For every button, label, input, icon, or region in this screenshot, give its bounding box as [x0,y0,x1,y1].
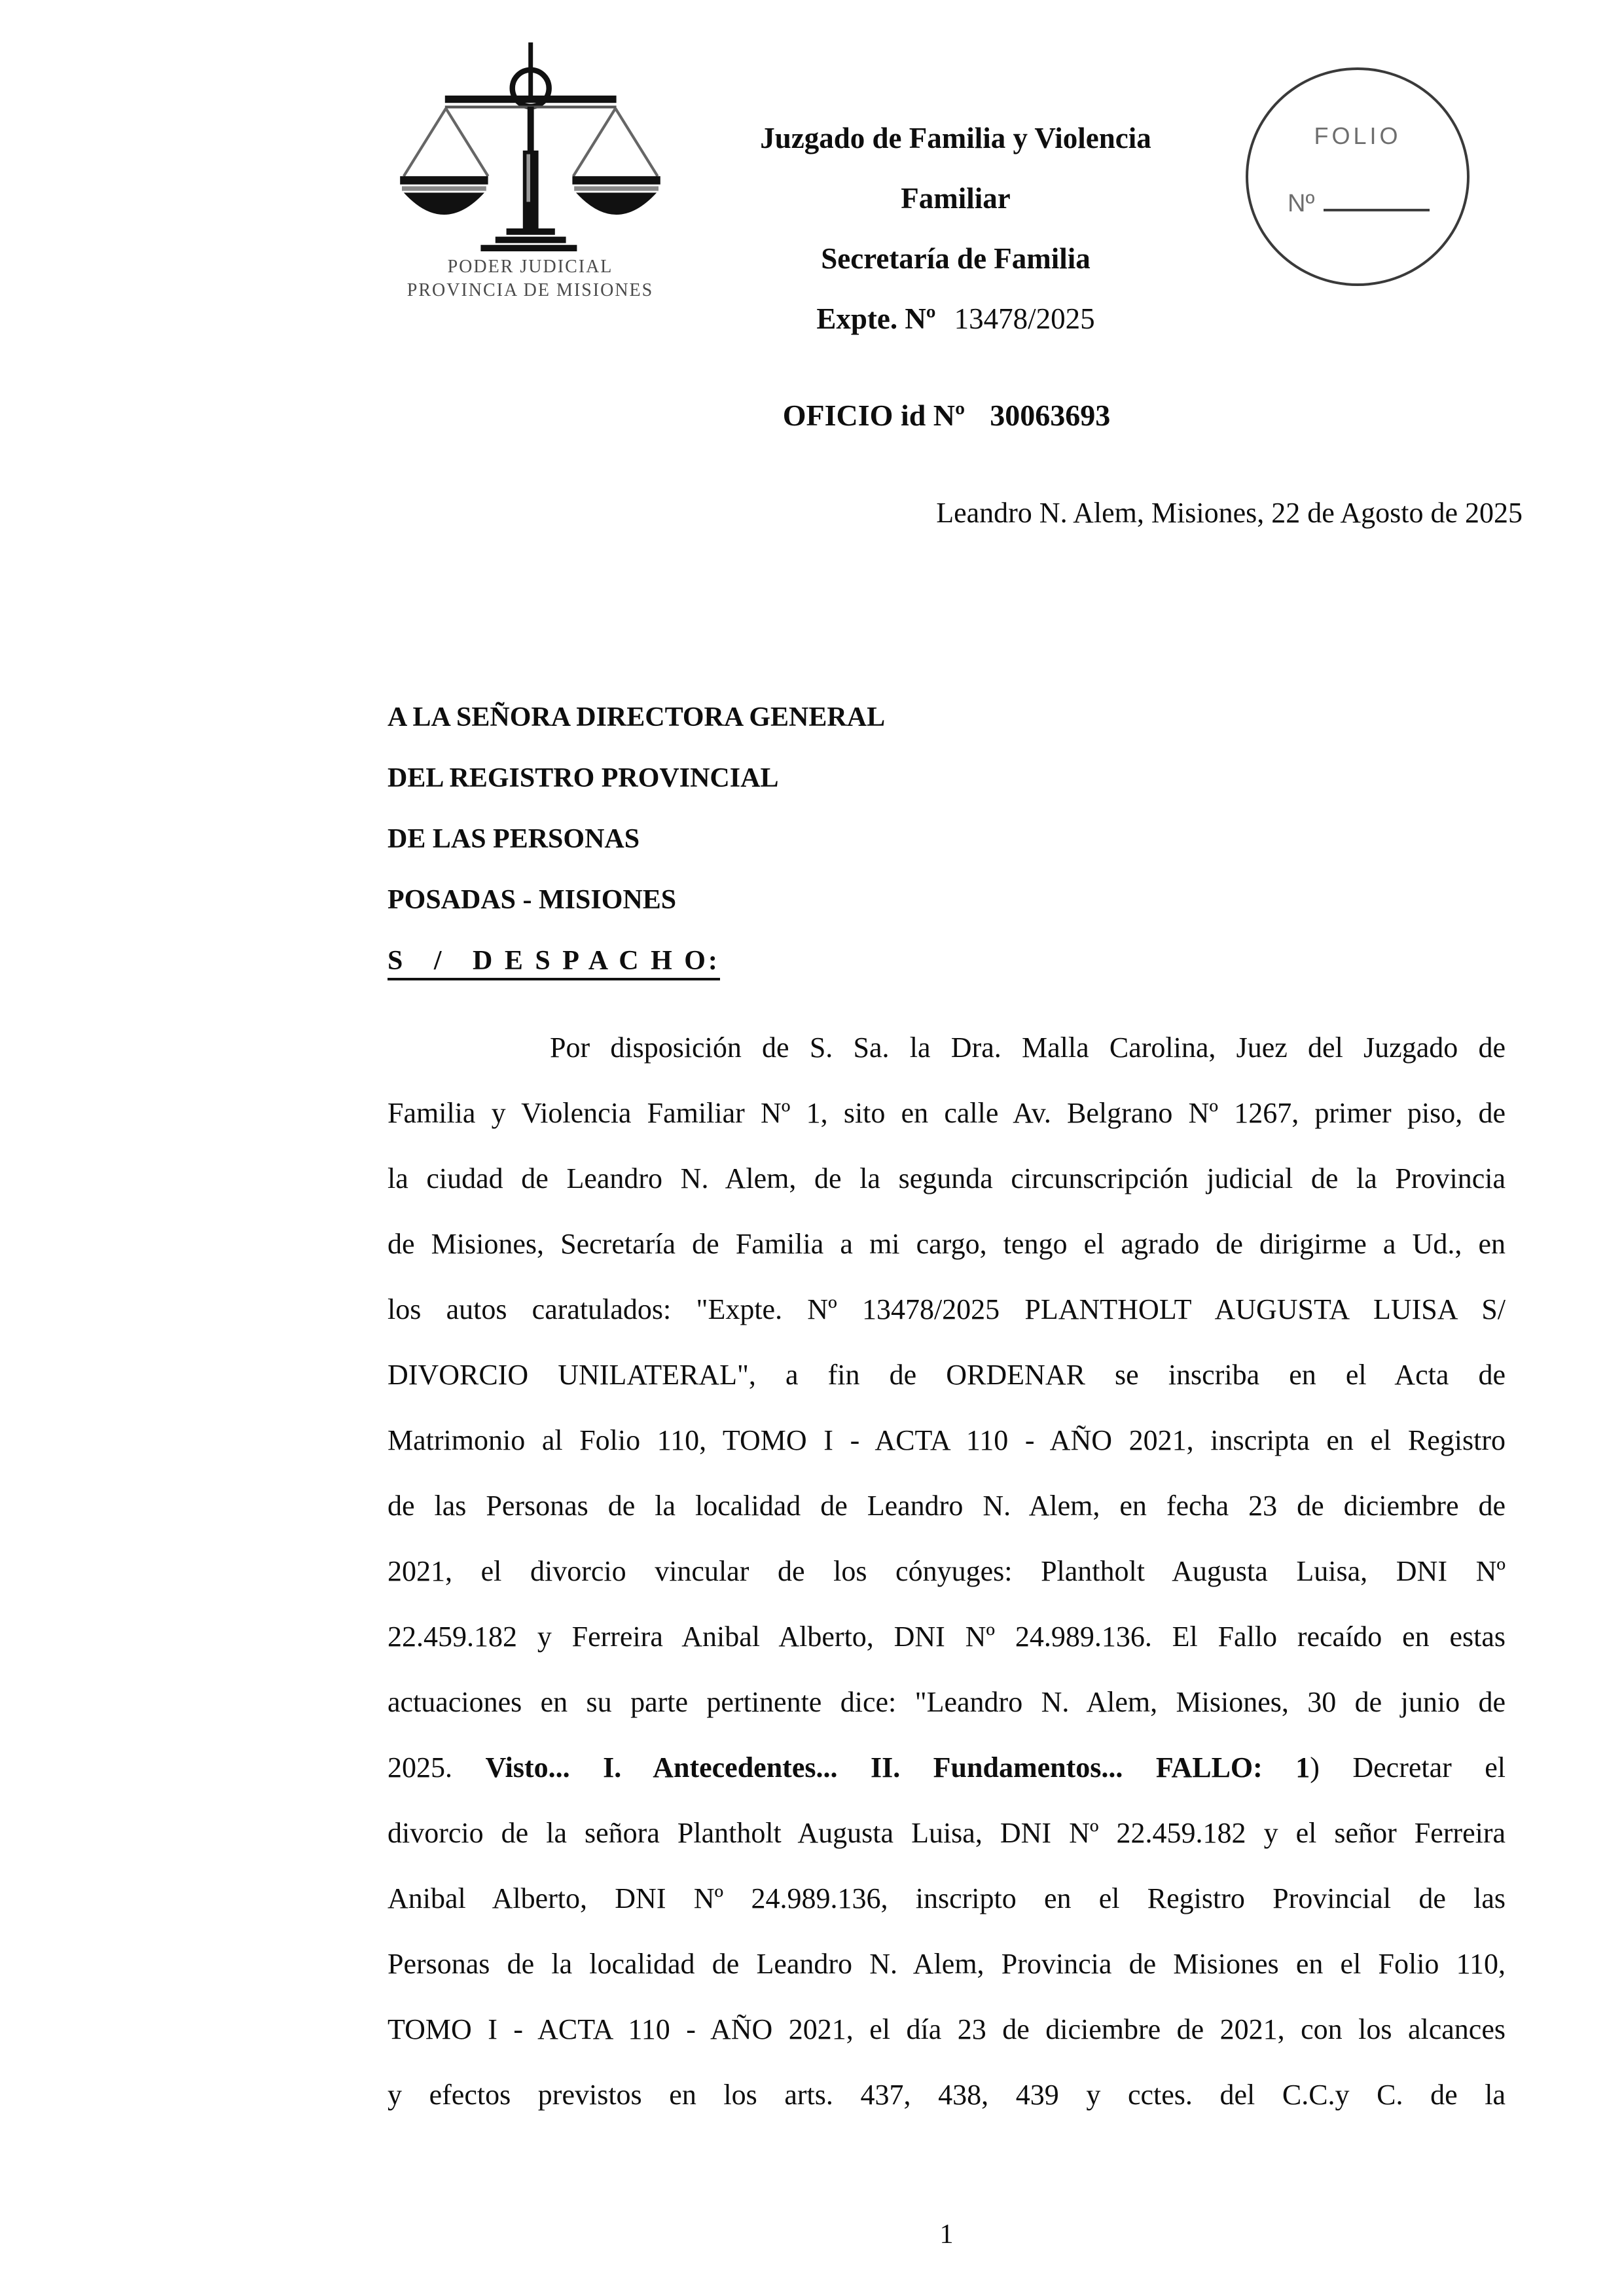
oficio-title-label: OFICIO id Nº [782,399,965,432]
body-line: 2021, el divorcio vincular de los cónyuges: Plantholt Augusta Luisa, DNI Nº [388,1555,1506,1587]
scales-of-justice-icon [393,41,668,251]
body-line: actuaciones en su parte pertinente dice: "Leandro N. Alem, Misiones, 30 de junio de [388,1686,1506,1718]
addressee-line: DEL REGISTRO PROVINCIAL [388,763,779,793]
expediente-number: 13478/2025 [954,302,1095,335]
court-secretary-line: Secretaría de Familia [821,242,1091,275]
body-line: 2025. Visto... I. Antecedentes... II. Fundamentos... FALLO: 1) Decretar el [388,1751,1506,1784]
body-line: la ciudad de Leandro N. Alem, de la segunda circunscripción judicial de la Provincia [388,1162,1506,1194]
body-line: divorcio de la señora Plantholt Augusta Luisa, DNI Nº 22.459.182 y el señor Ferreira [388,1817,1506,1849]
folio-stamp-number [1288,187,1430,218]
logo-caption-line2: PROVINCIA DE MISIONES [406,280,654,300]
folio-stamp-title: FOLIO [1314,122,1401,149]
body-line: Personas de la localidad de Leandro N. Alem, Provincia de Misiones en el Folio 110, [388,1948,1506,1980]
expediente-line [687,289,1224,349]
body-line: Matrimonio al Folio 110, TOMO I - ACTA 110 - AÑO 2021, inscripta en el Registro [388,1424,1506,1456]
body-line: de Misiones, Secretaría de Familia a mi cargo, tengo el agrado de dirigirme a Ud., en [388,1228,1506,1260]
logo-caption-line1: PODER JUDICIAL [447,257,613,277]
addressee-block [388,687,1506,992]
court-header [687,108,1224,349]
body-line: los autos caratulados: "Expte. Nº 13478/2025 PLANTHOLT AUGUSTA LUISA S/ [388,1293,1506,1325]
addressee-line: A LA SEÑORA DIRECTORA GENERAL [388,702,886,732]
addressee-line: DE LAS PERSONAS [388,824,640,854]
oficio-title [388,398,1506,433]
body-line: Por disposición de S. Sa. la Dra. Malla Carolina, Juez del Juzgado de [550,1031,1506,1064]
addressee-line: POSADAS - MISIONES [388,885,677,915]
folio-number-blank-line [1324,187,1430,211]
court-logo [393,41,668,302]
body-line: Familia y Violencia Familiar Nº 1, sito en calle Av. Belgrano Nº 1267, primer piso, de [388,1097,1506,1129]
dateline: Leandro N. Alem, Misiones, 22 de Agosto de 2025 [936,497,1523,529]
body-line: Anibal Alberto, DNI Nº 24.989.136, inscripto en el Registro Provincial de las [388,1882,1506,1914]
court-name-line2: Familiar [901,182,1011,215]
folio-stamp [1246,67,1470,286]
expediente-label: Expte. Nº [816,302,936,335]
court-name-line1: Juzgado de Familia y Violencia [760,122,1151,154]
oficio-title-number: 30063693 [990,399,1111,432]
page-number: 1 [939,2219,954,2250]
body-line: TOMO I - ACTA 110 - AÑO 2021, el día 23 de diciembre de 2021, con los alcances [388,2013,1506,2045]
body-line: y efectos previstos en los arts. 437, 438, 439 y cctes. del C.C.y C. de la [388,2079,1506,2111]
body-line: de las Personas de la localidad de Leandro N. Alem, en fecha 23 de diciembre de [388,1490,1506,1522]
despacho-line: S / D E S P A C H O: [388,931,1506,992]
folio-number-label: Nº [1288,190,1315,217]
body-text [388,1015,1506,2128]
body-line: DIVORCIO UNILATERAL", a fin de ORDENAR se inscriba en el Acta de [388,1359,1506,1391]
body-line: 22.459.182 y Ferreira Anibal Alberto, DNI Nº 24.989.136. El Fallo recaído en estas [388,1621,1506,1653]
